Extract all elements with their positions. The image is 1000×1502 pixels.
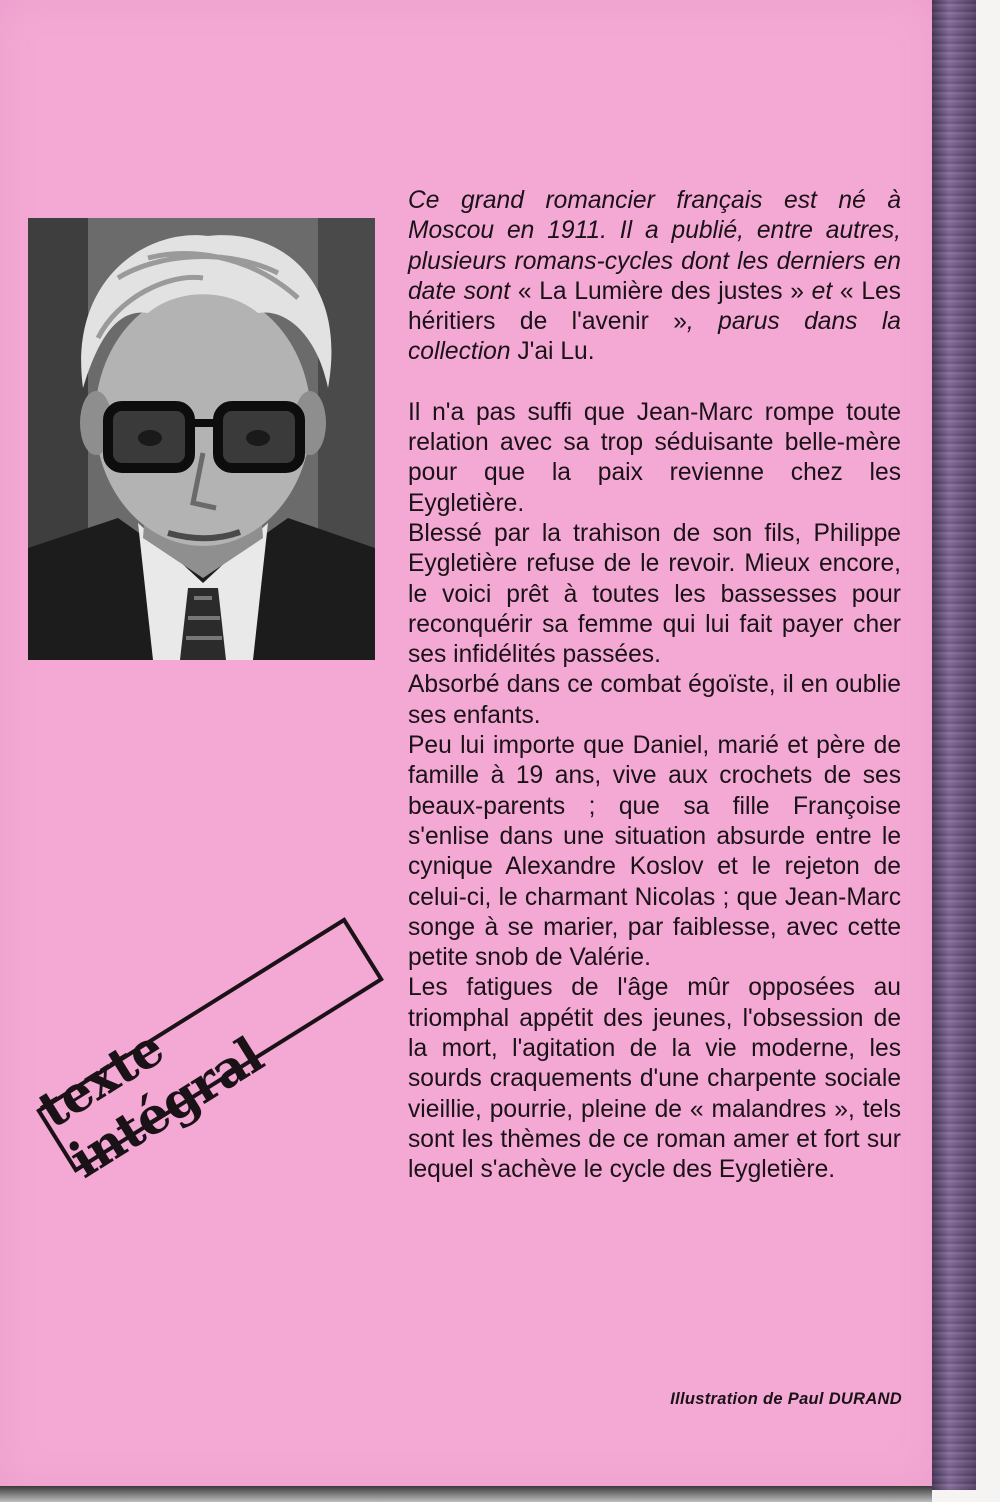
stamp-label: texte intégral bbox=[27, 1017, 273, 1190]
summary-paragraph: Absorbé dans ce combat égoïste, il en oublie ses enfants. bbox=[408, 671, 901, 729]
summary-paragraph: Blessé par la trahison de son fils, Philippe Eygletière refuse de le revoir. Mieux encore, le voici prêt à toutes les bassesses pour reconquérir sa femme qui lui fait payer cher ses infidélités passées. bbox=[408, 519, 901, 669]
illustration-credit: Illustration de Paul DURAND bbox=[670, 1390, 902, 1408]
summary-paragraph: Il n'a pas suffi que Jean-Marc rompe toute relation avec sa trop séduisante belle-mère pour que la paix revienne chez les Eygletière. bbox=[408, 398, 901, 517]
author-portrait bbox=[28, 218, 375, 660]
author-bio: Ce grand romancier français est né à Moscou en 1911. Il a publié, entre autres, plusieurs romans-cycles dont les derniers en date sont « La Lumière des justes » et « Les héritiers de l'avenir », parus dans la collection J'ai Lu. bbox=[408, 187, 901, 366]
summary-paragraph: Peu lui importe que Daniel, marié et père de famille à 19 ans, vive aux crochets de ses beaux-parents ; que sa fille Françoise s'enlise dans une situation absurde entre le cynique Alexandre Koslov et le rejeton de celui-ci, le charmant Nicolas ; que Jean-Marc songe à se marier, par faiblesse, avec cette petite snob de Valérie. bbox=[408, 732, 901, 972]
book-spine bbox=[932, 0, 976, 1490]
back-cover-text bbox=[408, 186, 901, 1186]
summary-paragraph: Les fatigues de l'âge mûr opposées au triomphal appétit des jeunes, l'obsession de la mort, l'agitation de la vie moderne, les sourds craquements d'une charpente sociale vieillie, pourrie, pleine de « malandres », tels sont les thèmes de ce roman amer et fort sur lequel s'achève le cycle des Eygletière. bbox=[408, 974, 901, 1184]
book-bottom-edge bbox=[0, 1486, 932, 1502]
